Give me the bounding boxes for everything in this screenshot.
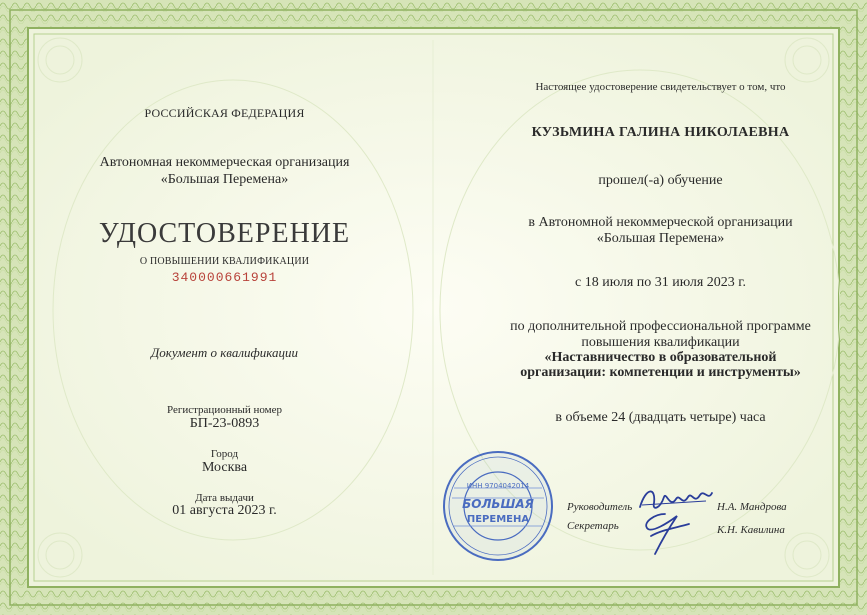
training-org-line1: в Автономной некоммерческой организации — [528, 215, 793, 230]
signature-role-secretary: Секретарь — [567, 520, 619, 532]
issuer-org-line2: «Большая Перемена» — [160, 172, 289, 187]
training-volume: в объеме 24 (двадцать четыре) часа — [555, 410, 766, 425]
program-title-line2: организации: компетенции и инструменты» — [520, 365, 801, 380]
program-line1: по дополнительной профессиональной программе — [510, 319, 811, 334]
document-title: УДОСТОВЕРЕНИЕ — [98, 218, 351, 249]
document-kind: Документ о квалификации — [151, 345, 298, 360]
city-value: Москва — [201, 460, 248, 475]
seal-inn: ИНН 9704042014 — [466, 482, 530, 490]
training-org-line2: «Большая Перемена» — [596, 231, 725, 246]
seal-center-line2: ПЕРЕМЕНА — [466, 514, 530, 525]
training-period: с 18 июля по 31 июля 2023 г. — [575, 275, 746, 290]
issuer-org-line1: Автономная некоммерческая организация — [99, 155, 350, 170]
issue-date-label: Дата выдачи — [195, 492, 254, 504]
signature-name-director: Н.А. Мандрова — [717, 501, 787, 513]
signature-role-director: Руководитель — [567, 501, 633, 513]
secretary-signature-icon — [625, 508, 705, 558]
issue-date-value: 01 августа 2023 г. — [172, 503, 277, 518]
city-label: Город — [210, 448, 239, 460]
country-name: РОССИЙСКАЯ ФЕДЕРАЦИЯ — [144, 106, 305, 120]
program-title-line1: «Наставничество в образовательной — [544, 350, 777, 365]
signature-name-secretary: К.Н. Кавилина — [717, 524, 785, 536]
certify-statement: Настоящее удостоверение свидетельствует о том, что — [535, 81, 786, 93]
document-number: 340000661991 — [171, 270, 278, 285]
organization-seal — [440, 448, 556, 564]
registration-number: БП-23-0893 — [189, 416, 260, 431]
program-line2: повышения квалификации — [581, 335, 740, 350]
document-subtitle: О ПОВЫШЕНИИ КВАЛИФИКАЦИИ — [139, 256, 310, 267]
holder-name: КУЗЬМИНА ГАЛИНА НИКОЛАЕВНА — [531, 125, 790, 140]
registration-label: Регистрационный номер — [166, 404, 283, 416]
passed-training: прошел(-а) обучение — [598, 173, 723, 188]
seal-center-line1: БОЛЬШАЯ — [462, 497, 534, 511]
